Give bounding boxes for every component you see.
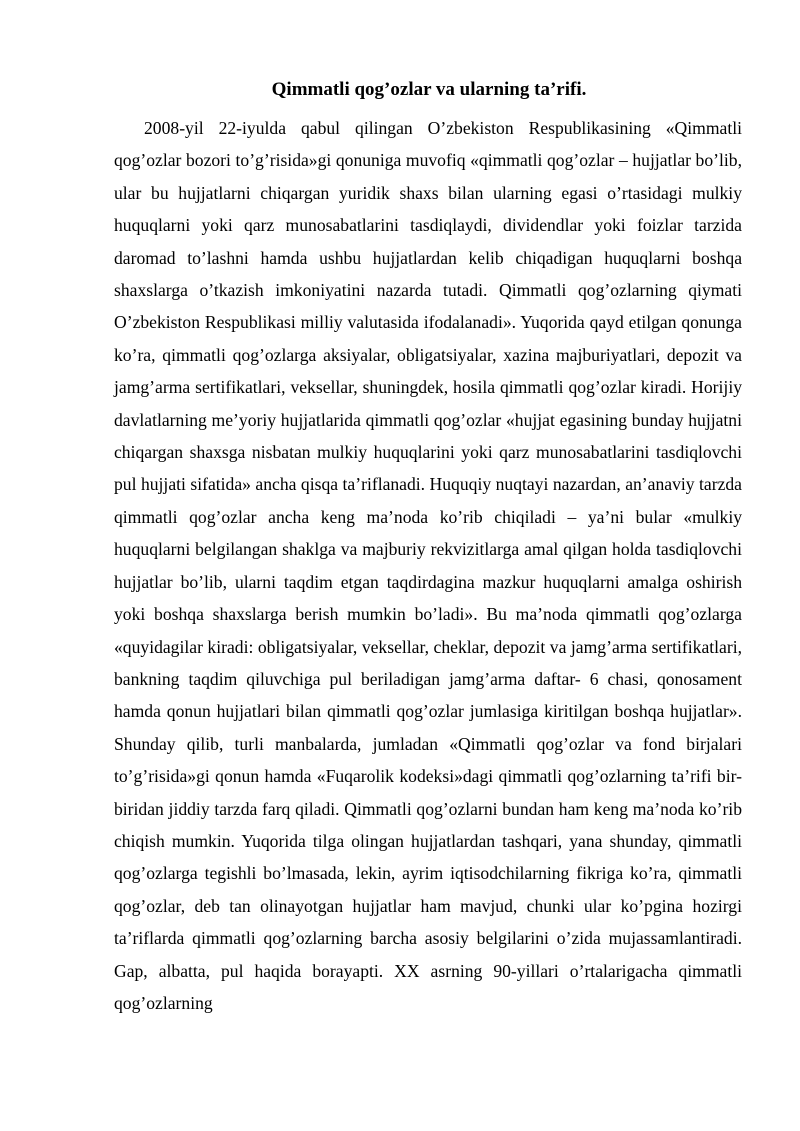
body-paragraph: 2008-yil 22-iyulda qabul qilingan O’zbekiston Respublikasining «Qimmatli qog’ozlar bozori to’g’risida»gi qonuniga muvofiq «qimmatli qog’ozlar – hujjatlar bo’lib, ular bu hujjatlarni chiqargan yuridik shaxs bilan ularning egasi o’rtasidagi mulkiy huquqlarni yoki qarz munosabatlarini tasdiqlaydi, dividendlar yoki foizlar tarzida daromad to’lashni hamda ushbu hujjatlardan kelib chiqadigan huquqlarni boshqa shaxslarga o’tkazish imkoniyatini nazarda tutadi. Qimmatli qog’ozlarning qiymati O’zbekiston Respublikasi milliy valutasida ifodalanadi». Yuqorida qayd etilgan qonunga ko’ra, qimmatli qog’ozlarga aksiyalar, obligatsiyalar, xazina majburiyatlari, depozit va jamg’arma sertifikatlari, veksellar, shuningdek, hosila qimmatli qog’ozlar kiradi. Horijiy davlatlarning me’yoriy hujjatlarida qimmatli qog’ozlar «hujjat egasining bunday hujjatni chiqargan shaxsga nisbatan mulkiy huquqlarini yoki qarz munosabatlarini tasdiqlovchi pul hujjati sifatida» ancha qisqa ta’riflanadi. Huquqiy nuqtayi nazardan, an’anaviy tarzda qimmatli qog’ozlar ancha keng ma’noda ko’rib chiqiladi – ya’ni bular «mulkiy huquqlarni belgilangan shaklga va majburiy rekvizitlarga amal qilgan holda tasdiqlovchi hujjatlar bo’lib, ularni taqdim etgan taqdirdagina mazkur huquqlarni amalga oshirish yoki boshqa shaxslarga berish mumkin bo’ladi». Bu ma’noda qimmatli qog’ozlarga «quyidagilar kiradi: obligatsiyalar, veksellar, cheklar, depozit va jamg’arma sertifikatlari, bankning taqdim qiluvchiga pul beriladigan jamg’arma daftar- 6 chasi, qonosament hamda qonun hujjatlari bilan qimmatli qog’ozlar jumlasiga kiritilgan boshqa hujjatlar». Shunday qilib, turli manbalarda, jumladan «Qimmatli qog’ozlar va fond birjalari to’g’risida»gi qonun hamda «Fuqarolik kodeksi»dagi qimmatli qog’ozlarning ta’rifi bir-biridan jiddiy tarzda farq qiladi. Qimmatli qog’ozlarni bundan ham keng ma’noda ko’rib chiqish mumkin. Yuqorida tilga olingan hujjatlardan tashqari, yana shunday, qimmatli qog’ozlarga tegishli bo’lmasada, lekin, ayrim iqtisodchilarning fikriga ko’ra, qimmatli qog’ozlar, deb tan olinayotgan hujjatlar ham mavjud, chunki ular ko’pgina hozirgi ta’riflarda qimmatli qog’ozlarning barcha asosiy belgilarini o’zida mujassamlantiradi. Gap, albatta, pul haqida borayapti. XX asrning 90-yillari o’rtalarigacha qimmatli qog’ozlarning xyxy=(114,118,742,1013)
document-title: Qimmatli qog’ozlar va ularning ta’rifi. xyxy=(271,79,587,100)
